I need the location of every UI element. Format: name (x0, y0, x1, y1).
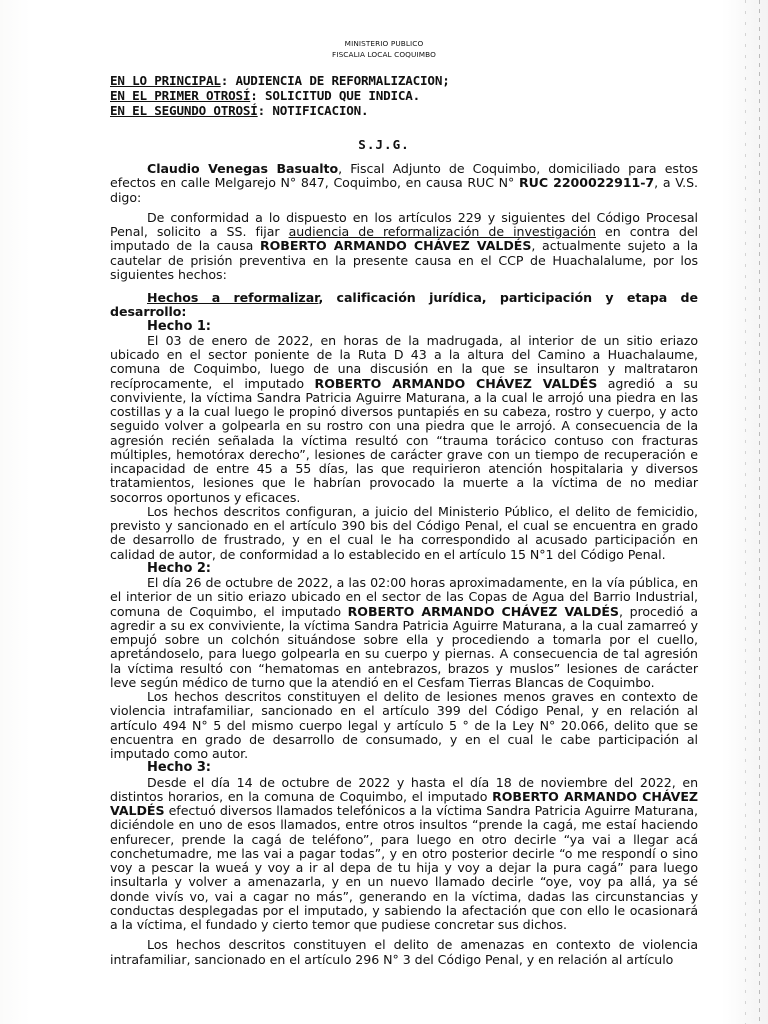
facts-heading-rest: , calificación jurídica, participación y etapa de desarrollo: (110, 290, 698, 320)
hecho-3-accused: ROBERTO ARMANDO CHÁVEZ VALDÉS (110, 788, 699, 818)
request-text-3: , actualmente sujeto a la cautelar de prisión preventiva en la presente causa en el CCP de Huachalalume, por los siguientes hechos: (110, 238, 698, 282)
scan-edge-line-inner (745, 0, 746, 1024)
hecho-3-paragraph-1 (110, 776, 698, 933)
hecho-1-paragraph-1 (110, 334, 698, 505)
hecho-2-label: Hecho 2: (147, 560, 211, 576)
letterhead (0, 38, 768, 60)
hecho-2-text-a: El día 26 de octubre de 2022, a las 02:00 horas aproximadamente, en la vía pública, en el interior de un sitio eriazo ubicado en el sector de las Copas de Agua del Barrio Industrial, comuna de Coquimbo, el imputado (110, 575, 698, 619)
heading-primer-otrosi-label: EN EL PRIMER OTROSÍ (110, 88, 251, 103)
request-text-1: De conformidad a lo dispuesto en los artículos 229 y siguientes del Código Procesal Penal, solicito a SS. fijar (110, 209, 698, 239)
scan-edge-line (759, 0, 760, 1024)
hecho-1-accused: ROBERTO ARMANDO CHÁVEZ VALDÉS (314, 375, 598, 391)
request-accused-name: ROBERTO ARMANDO CHÁVEZ VALDÉS (259, 238, 532, 254)
letterhead-ministry: MINISTERIO PUBLICO (344, 39, 424, 48)
hecho-3-label: Hecho 3: (147, 760, 211, 776)
salutation: S.J.G. (358, 137, 410, 152)
prosecutor-name: Claudio Venegas Basualto (147, 161, 339, 176)
intro-text-1: , Fiscal Adjunto de Coquimbo, domiciliado para estos efectos en calle Melgarejo N° 847, Coquimbo, en causa RUC N° (110, 161, 698, 191)
hecho-2-paragraph-2: Los hechos descritos constituyen el delito de lesiones menos graves en contexto de violencia intrafamiliar, sancionado en el artículo 399 del Código Penal, y en relación al artículo 494 N° 5 del mismo cuerpo legal y artículo 5 ° de la Ley N° 20.066, delito que se encuentra en grado de desarrollo de consumado, y en el cual le cabe participación al imputado como autor. (110, 689, 698, 761)
document-body (110, 162, 698, 967)
intro-text-2: , a V.S. digo: (110, 175, 698, 205)
document-headings (110, 73, 670, 118)
hecho-2-paragraph-1 (110, 576, 698, 690)
heading-segundo-otrosi-label: EN EL SEGUNDO OTROSÍ (110, 103, 258, 118)
hecho-1-text-a: El 03 de enero de 2022, en horas de la madrugada, al interior de un sitio eriazo ubicado en el sector poniente de la Ruta D 43 a la altura del Camino a Huachalaume, comuna de Coquimbo, luego de una discusión en la que se insultaron y maltrataron recíprocamente, el imputado (110, 332, 698, 391)
request-underlined: audiencia de reformalización de investigación (288, 224, 596, 239)
hecho-1-text-b: agredió a su conviviente, la víctima Sandra Patricia Aguirre Maturana, a la cual le arrojó una piedra en las costillas y a la cual luego le propinó diversos puntapiés en su cabeza, rostro y cuerpo, y acto seguido volver a golpearla en su rostro con una piedra que le arrojó. A consecuencia de la agresión recién señalada la víctima resultó con “trauma torácico contuso con fracturas múltiples, hemotórax derecho”, lesiones de carácter grave con un tiempo de recuperación e incapacidad de entre 45 a 55 días, las que requirieron atención hospitalaria y diversos tratamientos, lesiones que le habrían provocado la muerte a la víctima de no mediar socorros oportunos y eficaces. (110, 375, 698, 505)
hecho-1-paragraph-2: Los hechos descritos configuran, a juicio del Ministerio Público, el delito de femicidio, previsto y sancionado en el artículo 390 bis del Código Penal, el cual se encuentra en grado de desarrollo de frustrado, y en el cual le ha correspondido al acusado participación en calidad de autor, de conformidad a lo establecido en el artículo 15 N°1 del Código Penal. (110, 503, 698, 562)
hecho-2-text-b: , procedió a agredir a su ex conviviente, la víctima Sandra Patricia Aguirre Maturana, a la cual zamarreó y empujó sobre un colchón situándose sobre ella y procediendo a tomarla por el cuello, apretándoselo, para luego golpearla en su cuerpo y piernas. A consecuencia de tal agresión la víctima resultó con “hematomas en antebrazos, brazos y muslos” lesiones de carácter leve según médico de turno que la atendió en el Cesfam Tierras Blancas de Coquimbo. (110, 603, 698, 690)
heading-principal-text: : AUDIENCIA DE REFORMALIZACION; (220, 73, 450, 88)
facts-heading (110, 291, 698, 320)
hecho-1-label: Hecho 1: (147, 318, 211, 334)
heading-principal-label: EN LO PRINCIPAL (110, 73, 221, 88)
heading-segundo-otrosi (110, 103, 670, 118)
hecho-3-text-b: efectuó diversos llamados telefónicos a la víctima Sandra Patricia Aguirre Maturana, diciéndole en uno de esos llamados, entre otros insultos “prende la cagá, me estaí haciendo enfurecer, prende la cagá de teléfono”, para luego en otro decirle “ya vai a llegar acá conchetumadre, me las vai a pagar todas”, y en otro posterior decirle “o me respondí o sino voy a pescar la wueá y voy a ir al depa de tu hija y voy a dejar la pura cagá” para luego insultarla y volver a amenazarla, y en un nuevo llamado decirle “oye, voy pa allá, ya sé donde vivís vo, vai a cagar no más”, generando en la víctima, dadas las circunstancias y conductas desplegadas por el imputado, y sabiendo la afectación que con ello le ocasionará a la víctima, el fundado y cierto temor que pudiese concretar sus dichos. (110, 803, 698, 932)
request-paragraph (110, 211, 698, 282)
hecho-3-paragraph-2: Los hechos descritos constituyen el delito de amenazas en contexto de violencia intrafamiliar, sancionado en el artículo 296 N° 3 del Código Penal, y en relación al artículo (110, 937, 698, 967)
heading-primer-otrosi-text: : SOLICITUD QUE INDICA. (250, 88, 421, 103)
ruc-number: RUC 2200022911-7 (519, 175, 655, 191)
heading-primer-otrosi (110, 88, 670, 103)
request-text-2: en contra del imputado de la causa (110, 224, 698, 254)
hecho-3-text-a: Desde el día 14 de octubre de 2022 y hasta el día 18 de noviembre del 2022, en distintos horarios, en la comuna de Coquimbo, el imputado (110, 774, 698, 804)
facts-heading-underlined: Hechos a reformalizar (147, 290, 319, 305)
intro-paragraph (110, 162, 698, 205)
heading-principal (110, 73, 670, 88)
letterhead-office: FISCALIA LOCAL COQUIMBO (332, 50, 436, 59)
heading-segundo-otrosi-text: : NOTIFICACION. (257, 103, 369, 118)
hecho-2-accused: ROBERTO ARMANDO CHÁVEZ VALDÉS (347, 603, 619, 619)
